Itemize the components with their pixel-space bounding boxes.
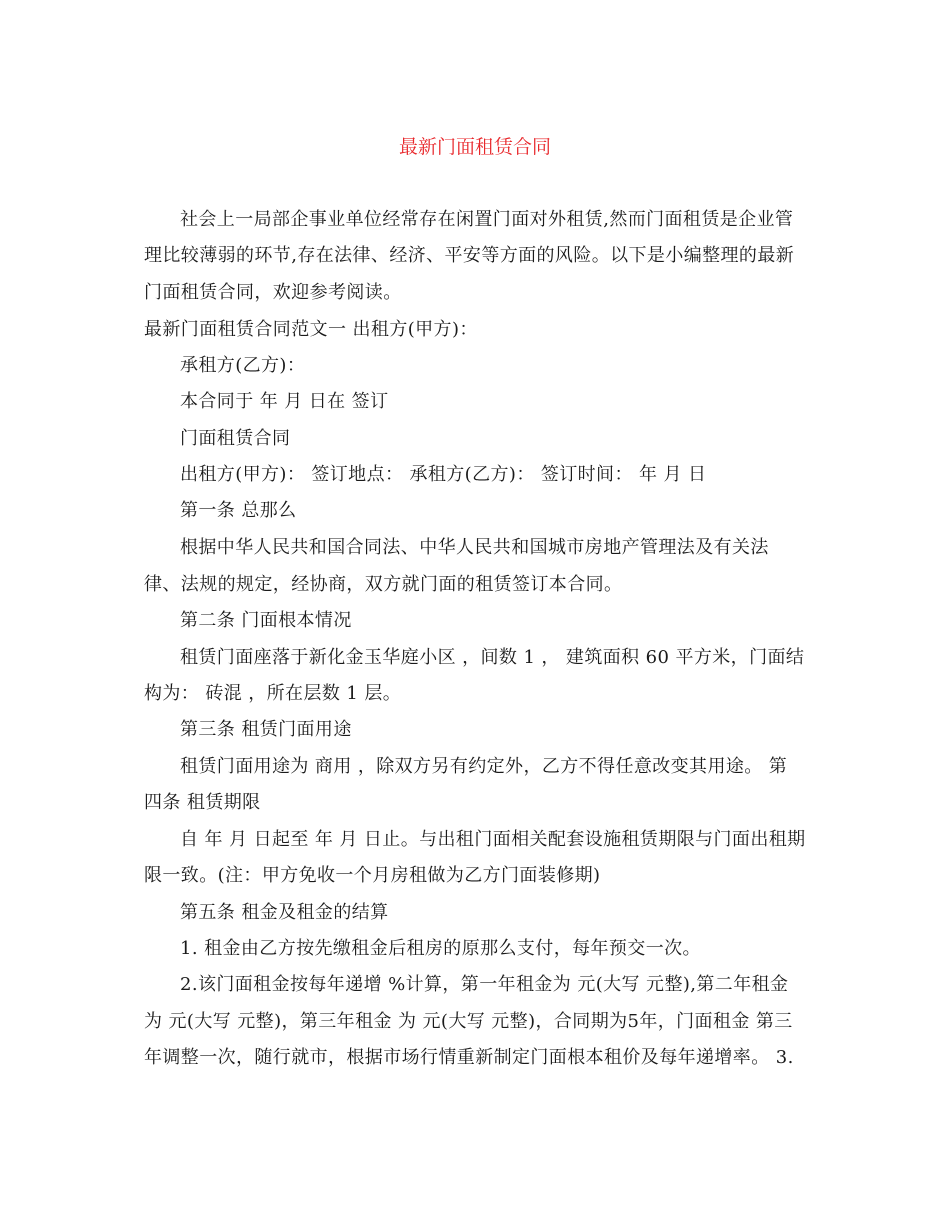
body-line: 最新门面租赁合同范文一 出租方(甲方)： xyxy=(144,319,478,340)
section-heading: 第三条 租赁门面用途 xyxy=(180,719,352,740)
section-heading: 第五条 租金及租金的结算 xyxy=(180,902,389,923)
body-line: 本合同于 年 月 日在 签订 xyxy=(180,391,389,412)
section-heading: 第二条 门面根本情况 xyxy=(180,610,352,631)
body-line: 门面租赁合同，欢迎参考阅读。 xyxy=(144,282,402,303)
body-line: 自 年 月 日起至 年 月 日止。与出租门面相关配套设施租赁期限与门面出租期 xyxy=(180,829,806,850)
body-line: 四条 租赁期限 xyxy=(144,792,261,813)
section-heading: 第一条 总那么 xyxy=(180,500,297,521)
body-line: 租赁门面用途为 商用 ，除双方另有约定外，乙方不得任意改变其用途。 第 xyxy=(180,756,788,777)
body-line: 限一致。(注：甲方免收一个月房租做为乙方门面装修期) xyxy=(144,865,601,886)
body-line: 根据中华人民共和国合同法、中华人民共和国城市房地产管理法及有关法 xyxy=(180,537,769,558)
body-line: 社会上一局部企事业单位经常存在闲置门面对外租赁,然而门面租赁是企业管 xyxy=(180,209,794,230)
body-line: 律、法规的规定，经协商，双方就门面的租赁签订本合同。 xyxy=(144,574,623,595)
body-line: 租赁门面座落于新化金玉华庭小区 ，间数 1 ， 建筑面积 60 平方米，门面结 xyxy=(180,647,805,668)
body-line: 理比较薄弱的环节,存在法律、经济、平安等方面的风险。以下是小编整理的最新 xyxy=(144,245,795,266)
body-line: 年调整一次，随行就市，根据市场行情重新制定门面根本租价及每年递增率。 3. xyxy=(144,1047,794,1068)
body-line: 出租方(甲方)： 签订地点： 承租方(乙方)： 签订时间： 年 月 日 xyxy=(180,464,707,485)
body-line: 门面租赁合同 xyxy=(180,428,291,449)
body-line: 承租方(乙方)： xyxy=(180,355,306,376)
body-line: 1. 租金由乙方按先缴租金后租房的原那么支付，每年预交一次。 xyxy=(180,938,701,959)
body-line: 为 元(大写 元整)，第三年租金 为 元(大写 元整)，合同期为5年，门面租金 第三 xyxy=(144,1011,793,1032)
document-title: 最新门面租赁合同 xyxy=(398,136,551,158)
body-line: 2.该门面租金按每年递增 %计算，第一年租金为 元(大写 元整),第二年租金 xyxy=(180,974,789,995)
body-line: 构为： 砖混 ，所在层数 1 层。 xyxy=(144,683,402,704)
